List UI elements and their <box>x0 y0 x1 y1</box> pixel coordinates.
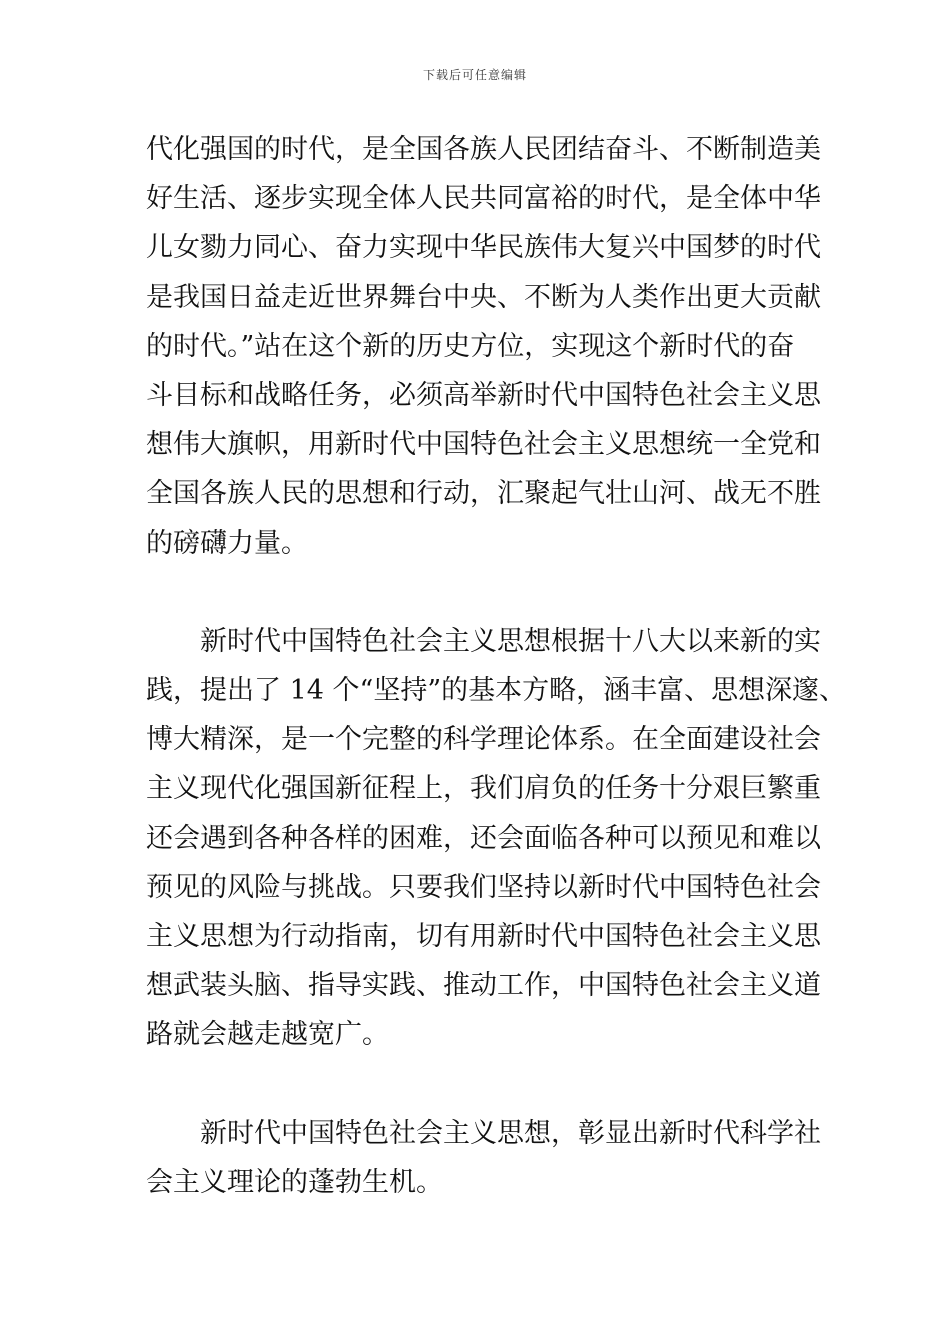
paragraph-line: 还会遇到各种各样的困难，还会面临各种可以预见和难以 <box>146 822 821 854</box>
paragraph-line: 全国各族人民的思想和行动，汇聚起气壮山河、战无不胜 <box>146 478 821 510</box>
document-body <box>146 125 847 1207</box>
paragraph-line: 会主义理论的蓬勃生机。 <box>146 1166 443 1198</box>
paragraph-line: 的磅礴力量。 <box>146 527 308 559</box>
paragraph-2 <box>146 617 847 1060</box>
paragraph-line: 好生活、逐步实现全体人民共同富裕的时代，是全体中华 <box>146 183 821 215</box>
paragraph-line: 路就会越走越宽广。 <box>146 1019 389 1051</box>
paragraph-line: 斗目标和战略任务，必须高举新时代中国特色社会主义思 <box>146 379 821 411</box>
paragraph-spacer <box>146 568 826 617</box>
paragraph-line: 主义现代化强国新征程上，我们肩负的任务十分艰巨繁重 <box>146 773 821 805</box>
paragraph-line: 代化强国的时代，是全国各族人民团结奋斗、不断制造美 <box>146 134 821 165</box>
paragraph-line: 儿女勠力同心、奋力实现中华民族伟大复兴中国梦的时代 <box>146 232 821 264</box>
paragraph-3 <box>146 1109 826 1207</box>
paragraph-line: 是我国日益走近世界舞台中央、不断为人类作出更大贡献 <box>146 281 821 313</box>
paragraph-line: 想伟大旗帜，用新时代中国特色社会主义思想统一全党和 <box>146 429 821 461</box>
paragraph-line: 新时代中国特色社会主义思想根据十八大以来新的实 <box>200 625 821 657</box>
paragraph-line: 的时代。”站在这个新的历史方位，实现这个新时代的奋 <box>146 330 795 362</box>
paragraph-1 <box>146 125 826 568</box>
paragraph-line: 践，提出了 14 个“坚持”的基本方略，涵丰富、思想深邃、 <box>146 675 847 707</box>
paragraph-line: 主义思想为行动指南，切有用新时代中国特色社会主义思 <box>146 921 821 952</box>
paragraph-line: 预见的风险与挑战。只要我们坚持以新时代中国特色社会 <box>146 871 821 903</box>
paragraph-line: 新时代中国特色社会主义思想，彰显出新时代科学社 <box>200 1117 821 1149</box>
paragraph-spacer <box>146 1060 826 1109</box>
page-header: 下载后可任意编辑 <box>422 68 527 82</box>
paragraph-line: 想武装头脑、指导实践、推动工作，中国特色社会主义道 <box>146 970 821 1002</box>
paragraph-line: 博大精深，是一个完整的科学理论体系。在全面建设社会 <box>146 724 821 756</box>
